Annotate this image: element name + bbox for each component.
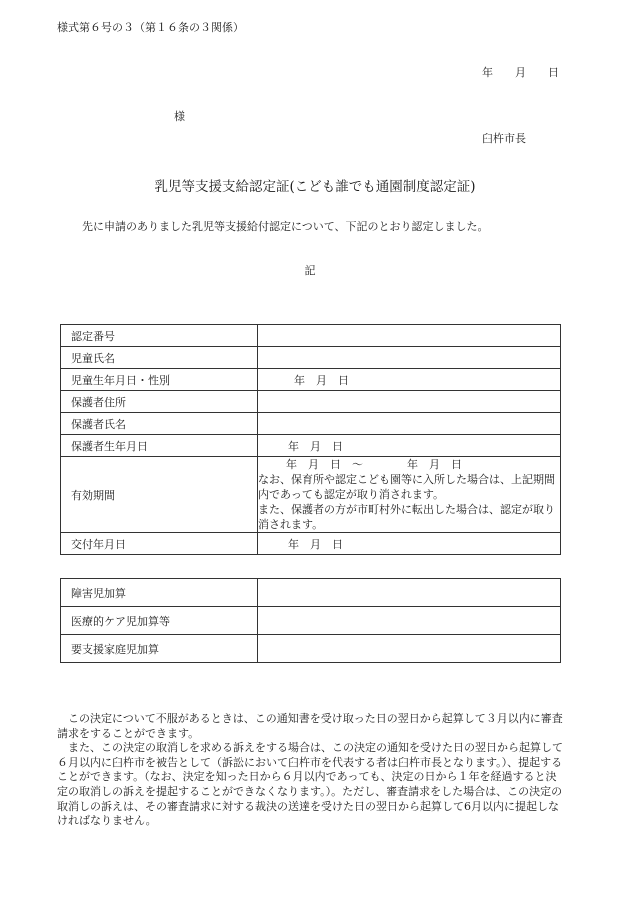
table-row <box>61 457 561 533</box>
guardian-name-label: 保護者氏名 <box>61 413 258 435</box>
table-row <box>61 391 561 413</box>
validity-label: 有効期間 <box>61 457 258 533</box>
table-row <box>61 607 561 635</box>
child-name-label: 児童氏名 <box>61 347 258 369</box>
table-row <box>61 347 561 369</box>
table-row <box>61 579 561 607</box>
medical-care-value <box>258 607 561 635</box>
child-birth-label: 児童生年月日・性別 <box>61 369 258 391</box>
certificate-table <box>60 324 561 555</box>
guardian-birth-value: 年 月 日 <box>258 435 561 457</box>
appeal-notice <box>57 712 563 829</box>
disabled-child-label: 障害児加算 <box>61 579 258 607</box>
table-row <box>61 435 561 457</box>
validity-note-admission: なお、保育所や認定こども園等に入所した場合は、上記期間内であっても認定が取り消されます。 <box>258 473 555 501</box>
table-row <box>61 325 561 347</box>
date-month: 月 <box>515 66 526 79</box>
issuer: 臼杵市長 <box>482 132 526 145</box>
document-title: 乳児等支援支給認定証(こども誰でも通園制度認定証) <box>154 179 476 195</box>
support-family-value <box>258 635 561 663</box>
date-year: 年 <box>482 66 493 79</box>
child-birth-value: 年 月 日 <box>258 369 561 391</box>
table-row <box>61 369 561 391</box>
medical-care-label: 医療的ケア児加算等 <box>61 607 258 635</box>
validity-value <box>258 457 561 533</box>
cert-number-value <box>258 325 561 347</box>
date-day: 日 <box>548 66 559 79</box>
child-name-value <box>258 347 561 369</box>
guardian-address-value <box>258 391 561 413</box>
date-line <box>482 64 559 80</box>
intro-text: 先に申請のありました乳児等支援給付認定について、下記のとおり認定しました。 <box>82 220 489 233</box>
guardian-name-value <box>258 413 561 435</box>
addressee: 様 <box>174 110 185 123</box>
table-row <box>61 533 561 555</box>
validity-dates: 年 月 日 ～ 年 月 日 <box>286 458 462 471</box>
support-family-label: 要支援家庭児加算 <box>61 635 258 663</box>
notice-paragraph-lawsuit: また、この決定の取消しを求める訴えをする場合は、この決定の通知を受けた日の翌日から起算して６月以内に臼杵市を被告として（訴訟において臼杵市を代表する者は臼杵市長となります。）、提起することができます。（なお、決定を知った日から６月以内であっても、決定の日から１年を経過すると決定の取消しの訴えを提起することができなくなります。）。ただし、審査請求をした場合は、この決定の取消しの訴えは、その審査請求に対する裁決の送達を受けた日の翌日から起算して6月以内に提起しなければなりません。 <box>57 741 563 828</box>
table-row <box>61 635 561 663</box>
notice-paragraph-review: この決定について不服があるときは、この通知書を受け取った日の翌日から起算して３月以内に審査請求をすることができます。 <box>57 712 563 740</box>
validity-note-relocation: また、保護者の方が市町村外に転出した場合は、認定が取り消されます。 <box>258 503 555 531</box>
cert-number-label: 認定番号 <box>61 325 258 347</box>
disabled-child-value <box>258 579 561 607</box>
issue-date-label: 交付年月日 <box>61 533 258 555</box>
ki-heading: 記 <box>304 264 316 277</box>
table-row <box>61 413 561 435</box>
guardian-birth-label: 保護者生年月日 <box>61 435 258 457</box>
additions-table <box>60 578 561 663</box>
form-number: 様式第６号の３（第１６条の３関係） <box>57 21 244 34</box>
guardian-address-label: 保護者住所 <box>61 391 258 413</box>
issue-date-value: 年 月 日 <box>258 533 561 555</box>
